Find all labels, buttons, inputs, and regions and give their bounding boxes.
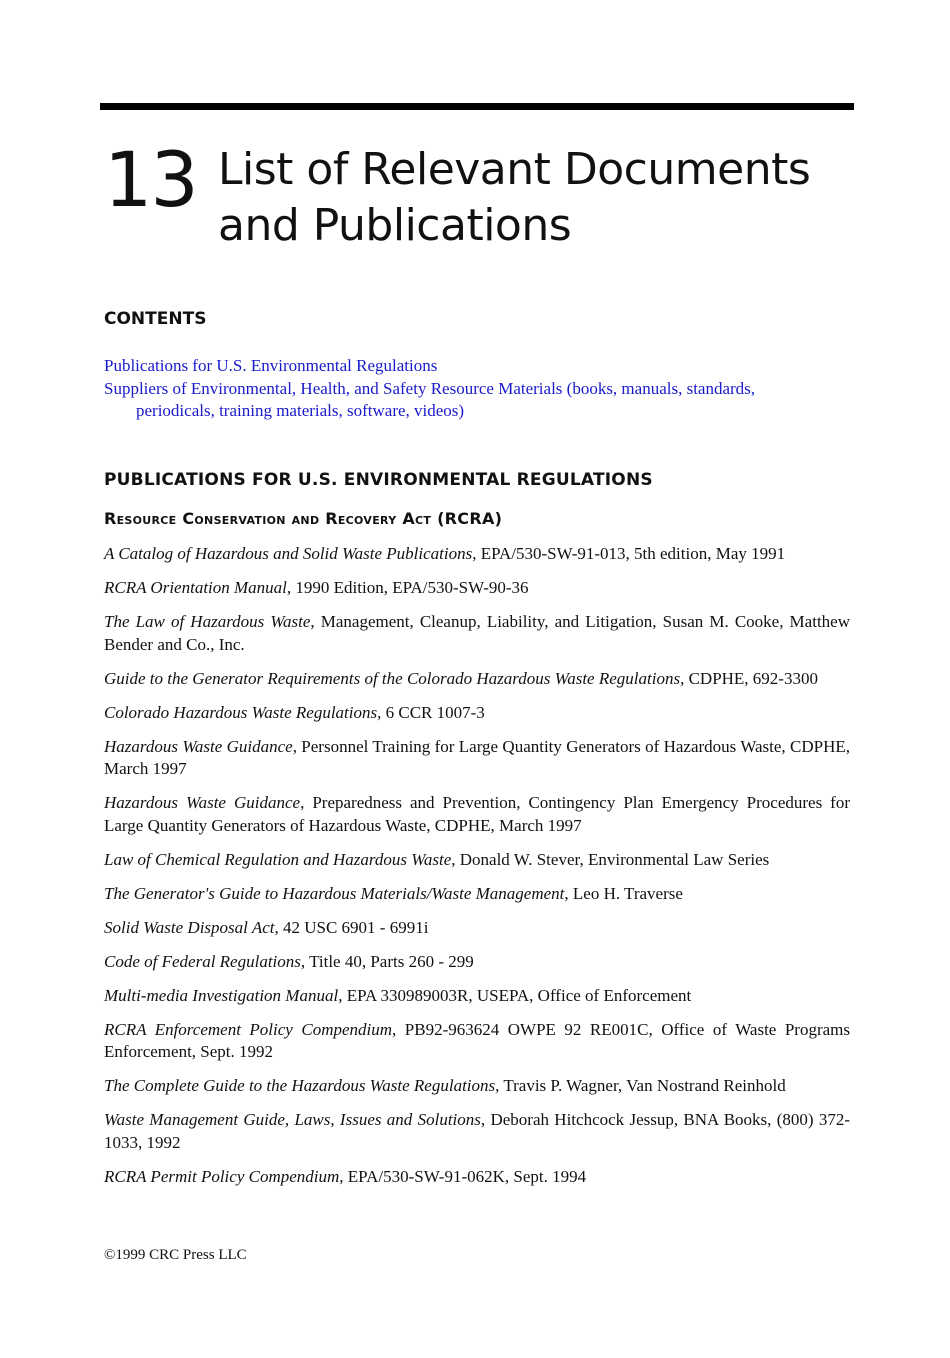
publication-entry xyxy=(104,543,850,566)
publication-title: RCRA Orientation Manual xyxy=(104,578,287,597)
publication-title: Law of Chemical Regulation and Hazardous Waste xyxy=(104,849,452,869)
publication-details: , Personnel Training for Large Quantity Generators of Hazardous Waste, CDPHE, March 1997 xyxy=(104,736,850,778)
contents-heading: CONTENTS xyxy=(104,309,207,329)
publication-entry xyxy=(104,849,850,872)
publication-details: , Deborah Hitchcock Jessup, BNA Books, (800) 372-1033, 1992 xyxy=(104,1110,851,1152)
publication-entry xyxy=(104,985,850,1008)
publication-entry xyxy=(104,792,850,837)
publication-entry xyxy=(104,917,850,940)
publication-title: The Law of Hazardous Waste xyxy=(104,612,311,631)
publication-details: , Travis P. Wagner, Van Nostrand Reinhold xyxy=(495,1076,786,1095)
toc-link-publications[interactable]: Publications for U.S. Environmental Regulations xyxy=(104,356,438,375)
publication-title: Guide to the Generator Requirements of the Colorado Hazardous Waste Regulations xyxy=(104,668,681,688)
publication-details: , Donald W. Stever, Environmental Law Series xyxy=(451,849,770,869)
publication-entry xyxy=(104,1109,850,1154)
toc-link-suppliers[interactable]: Suppliers of Environmental, Health, and Safety Resource Materials (books, manuals, standards, periodicals, training materials, software, videos) xyxy=(104,378,756,420)
publication-entry xyxy=(104,883,850,906)
publication-title: RCRA Permit Policy Compendium xyxy=(104,1166,340,1186)
publication-details: , Title 40, Parts 260 - 299 xyxy=(300,951,474,971)
table-of-contents xyxy=(104,355,804,423)
chapter-title: List of Relevant Documents and Publications xyxy=(218,144,811,251)
chapter-top-rule xyxy=(100,103,854,110)
publication-title: Waste Management Guide, Laws, Issues and Solutions xyxy=(104,1110,481,1129)
publication-details: , Leo H. Traverse xyxy=(564,883,683,903)
publication-entry xyxy=(104,702,850,725)
section-heading: PUBLICATIONS FOR U.S. ENVIRONMENTAL REGULATIONS xyxy=(104,470,653,490)
publication-details: , EPA 330989003R, USEPA, Office of Enforcement xyxy=(338,985,692,1005)
chapter-number: 13 xyxy=(104,135,197,224)
publication-title: Colorado Hazardous Waste Regulations xyxy=(104,702,378,722)
publication-title: Multi-media Investigation Manual xyxy=(104,985,339,1005)
publication-entry xyxy=(104,1019,850,1064)
publication-list xyxy=(104,543,850,1200)
publication-details: , 6 CCR 1007-3 xyxy=(377,702,485,722)
copyright-footer: ©1999 CRC Press LLC xyxy=(104,1247,247,1263)
publication-entry xyxy=(104,577,850,600)
publication-details: , Preparedness and Prevention, Contingency Plan Emergency Procedures for Large Quantity Generators of Hazardous Waste, CDPHE, March 1997 xyxy=(104,793,851,835)
publication-title: Solid Waste Disposal Act xyxy=(104,917,275,937)
publication-details: , 1990 Edition, EPA/530-SW-90-36 xyxy=(286,578,529,597)
publication-entry xyxy=(104,668,850,691)
subsection-heading-rcra: Resource Conservation and Recovery Act (RCRA) xyxy=(104,509,503,528)
publication-entry xyxy=(104,1166,850,1189)
publication-title: Hazardous Waste Guidance xyxy=(104,793,301,812)
publication-entry xyxy=(104,951,850,974)
publication-details: , EPA/530-SW-91-062K, Sept. 1994 xyxy=(339,1166,587,1186)
publication-title: RCRA Enforcement Policy Compendium xyxy=(104,1019,393,1039)
publication-details: , Management, Cleanup, Liability, and Litigation, Susan M. Cooke, Matthew Bender and Co., Inc. xyxy=(104,612,850,654)
publication-entry xyxy=(104,611,850,656)
publication-title: The Generator's Guide to Hazardous Materials/Waste Management xyxy=(104,883,565,903)
publication-details: , PB92-963624 OWPE 92 RE001C, Office of Waste Programs Enforcement, Sept. 1992 xyxy=(104,1019,851,1061)
publication-details: , 42 USC 6901 - 6991i xyxy=(274,917,429,937)
publication-title: The Complete Guide to the Hazardous Waste Regulations xyxy=(104,1076,496,1095)
publication-title: Code of Federal Regulations xyxy=(104,951,301,971)
publication-details: , CDPHE, 692-3300 xyxy=(680,668,818,688)
publication-entry xyxy=(104,736,850,781)
publication-details: , EPA/530-SW-91-013, 5th edition, May 1991 xyxy=(472,544,786,563)
publication-title: A Catalog of Hazardous and Solid Waste Publications xyxy=(104,544,473,563)
publication-title: Hazardous Waste Guidance xyxy=(104,736,293,756)
publication-entry xyxy=(104,1075,850,1098)
